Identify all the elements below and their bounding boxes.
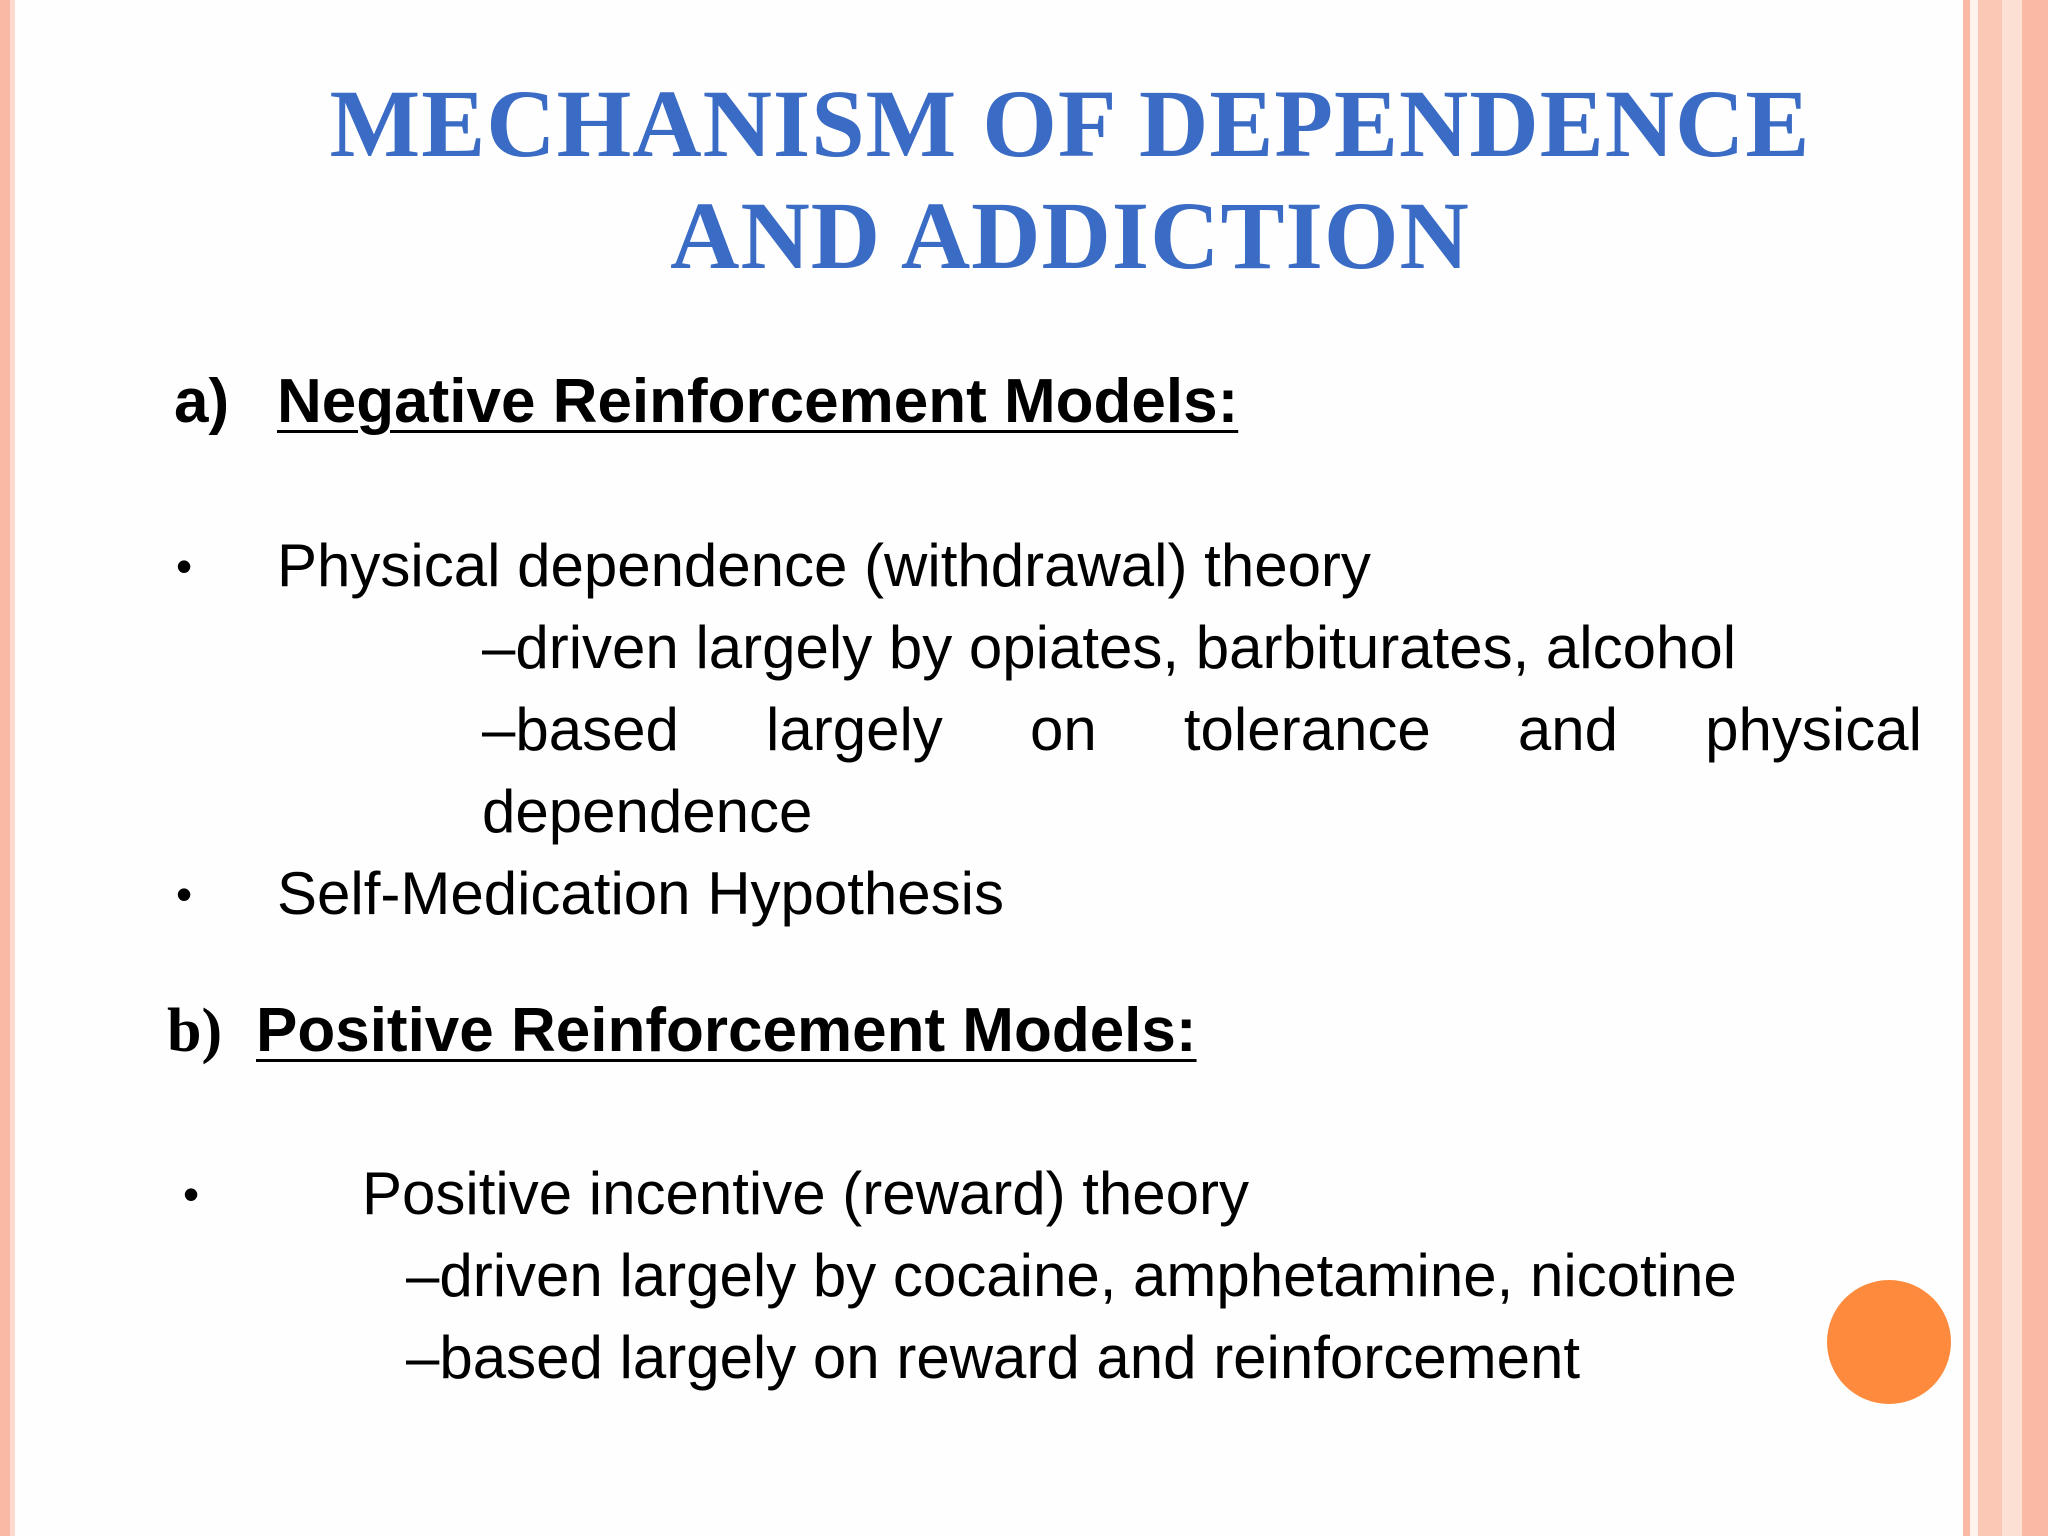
section-a-heading xyxy=(277,366,1238,438)
bullet-positive-incentive: Positive incentive (reward) theory xyxy=(362,1160,1250,1227)
frame-stripe-right-2 xyxy=(1970,0,1978,1536)
detail-driven-opiates: –driven largely by opiates, barbiturates, alcohol xyxy=(482,614,1737,681)
bullet-physical-dependence: Physical dependence (withdrawal) theory xyxy=(277,532,1371,599)
section-a-marker: a) xyxy=(174,367,230,436)
detail-based-reward: –based largely on reward and reinforcement xyxy=(406,1324,1581,1391)
frame-stripe-left-inner xyxy=(10,0,15,1536)
bullet-icon: • xyxy=(176,868,193,920)
section-b-heading-text: Positive Reinforcement Models: xyxy=(256,996,1197,1065)
detail-word: tolerance xyxy=(1183,696,1431,763)
frame-stripe-right-3 xyxy=(1978,0,2002,1536)
frame-stripe-right-1 xyxy=(1963,0,1970,1536)
detail-word: on xyxy=(1029,696,1097,763)
detail-dependence: dependence xyxy=(482,778,813,845)
detail-driven-cocaine: –driven largely by cocaine, amphetamine, nicotine xyxy=(406,1242,1737,1309)
bullet-icon: • xyxy=(183,1168,200,1220)
orange-circle-decoration xyxy=(1827,1280,1951,1404)
bullet-self-medication: Self-Medication Hypothesis xyxy=(277,860,1005,927)
detail-word: largely xyxy=(766,696,943,763)
title-line-1: MECHANISM OF DEPENDENCE xyxy=(329,70,1811,177)
section-a-heading-row xyxy=(174,366,229,438)
section-b-marker-row xyxy=(167,995,222,1067)
detail-word: and xyxy=(1517,696,1618,763)
slide-title xyxy=(250,68,1890,292)
title-line-2: AND ADDICTION xyxy=(670,182,1470,289)
section-a-heading-text: Negative Reinforcement Models: xyxy=(277,367,1239,436)
detail-word: –based xyxy=(482,696,679,763)
detail-word: physical xyxy=(1705,696,1922,763)
frame-stripe-right-5 xyxy=(2022,0,2048,1536)
frame-stripe-right-4 xyxy=(2002,0,2022,1536)
frame-stripe-left xyxy=(0,0,10,1536)
section-b-heading xyxy=(256,995,1197,1067)
section-b-marker: b) xyxy=(167,997,223,1065)
detail-based-tolerance xyxy=(482,694,1922,766)
bullet-icon: • xyxy=(176,540,193,592)
